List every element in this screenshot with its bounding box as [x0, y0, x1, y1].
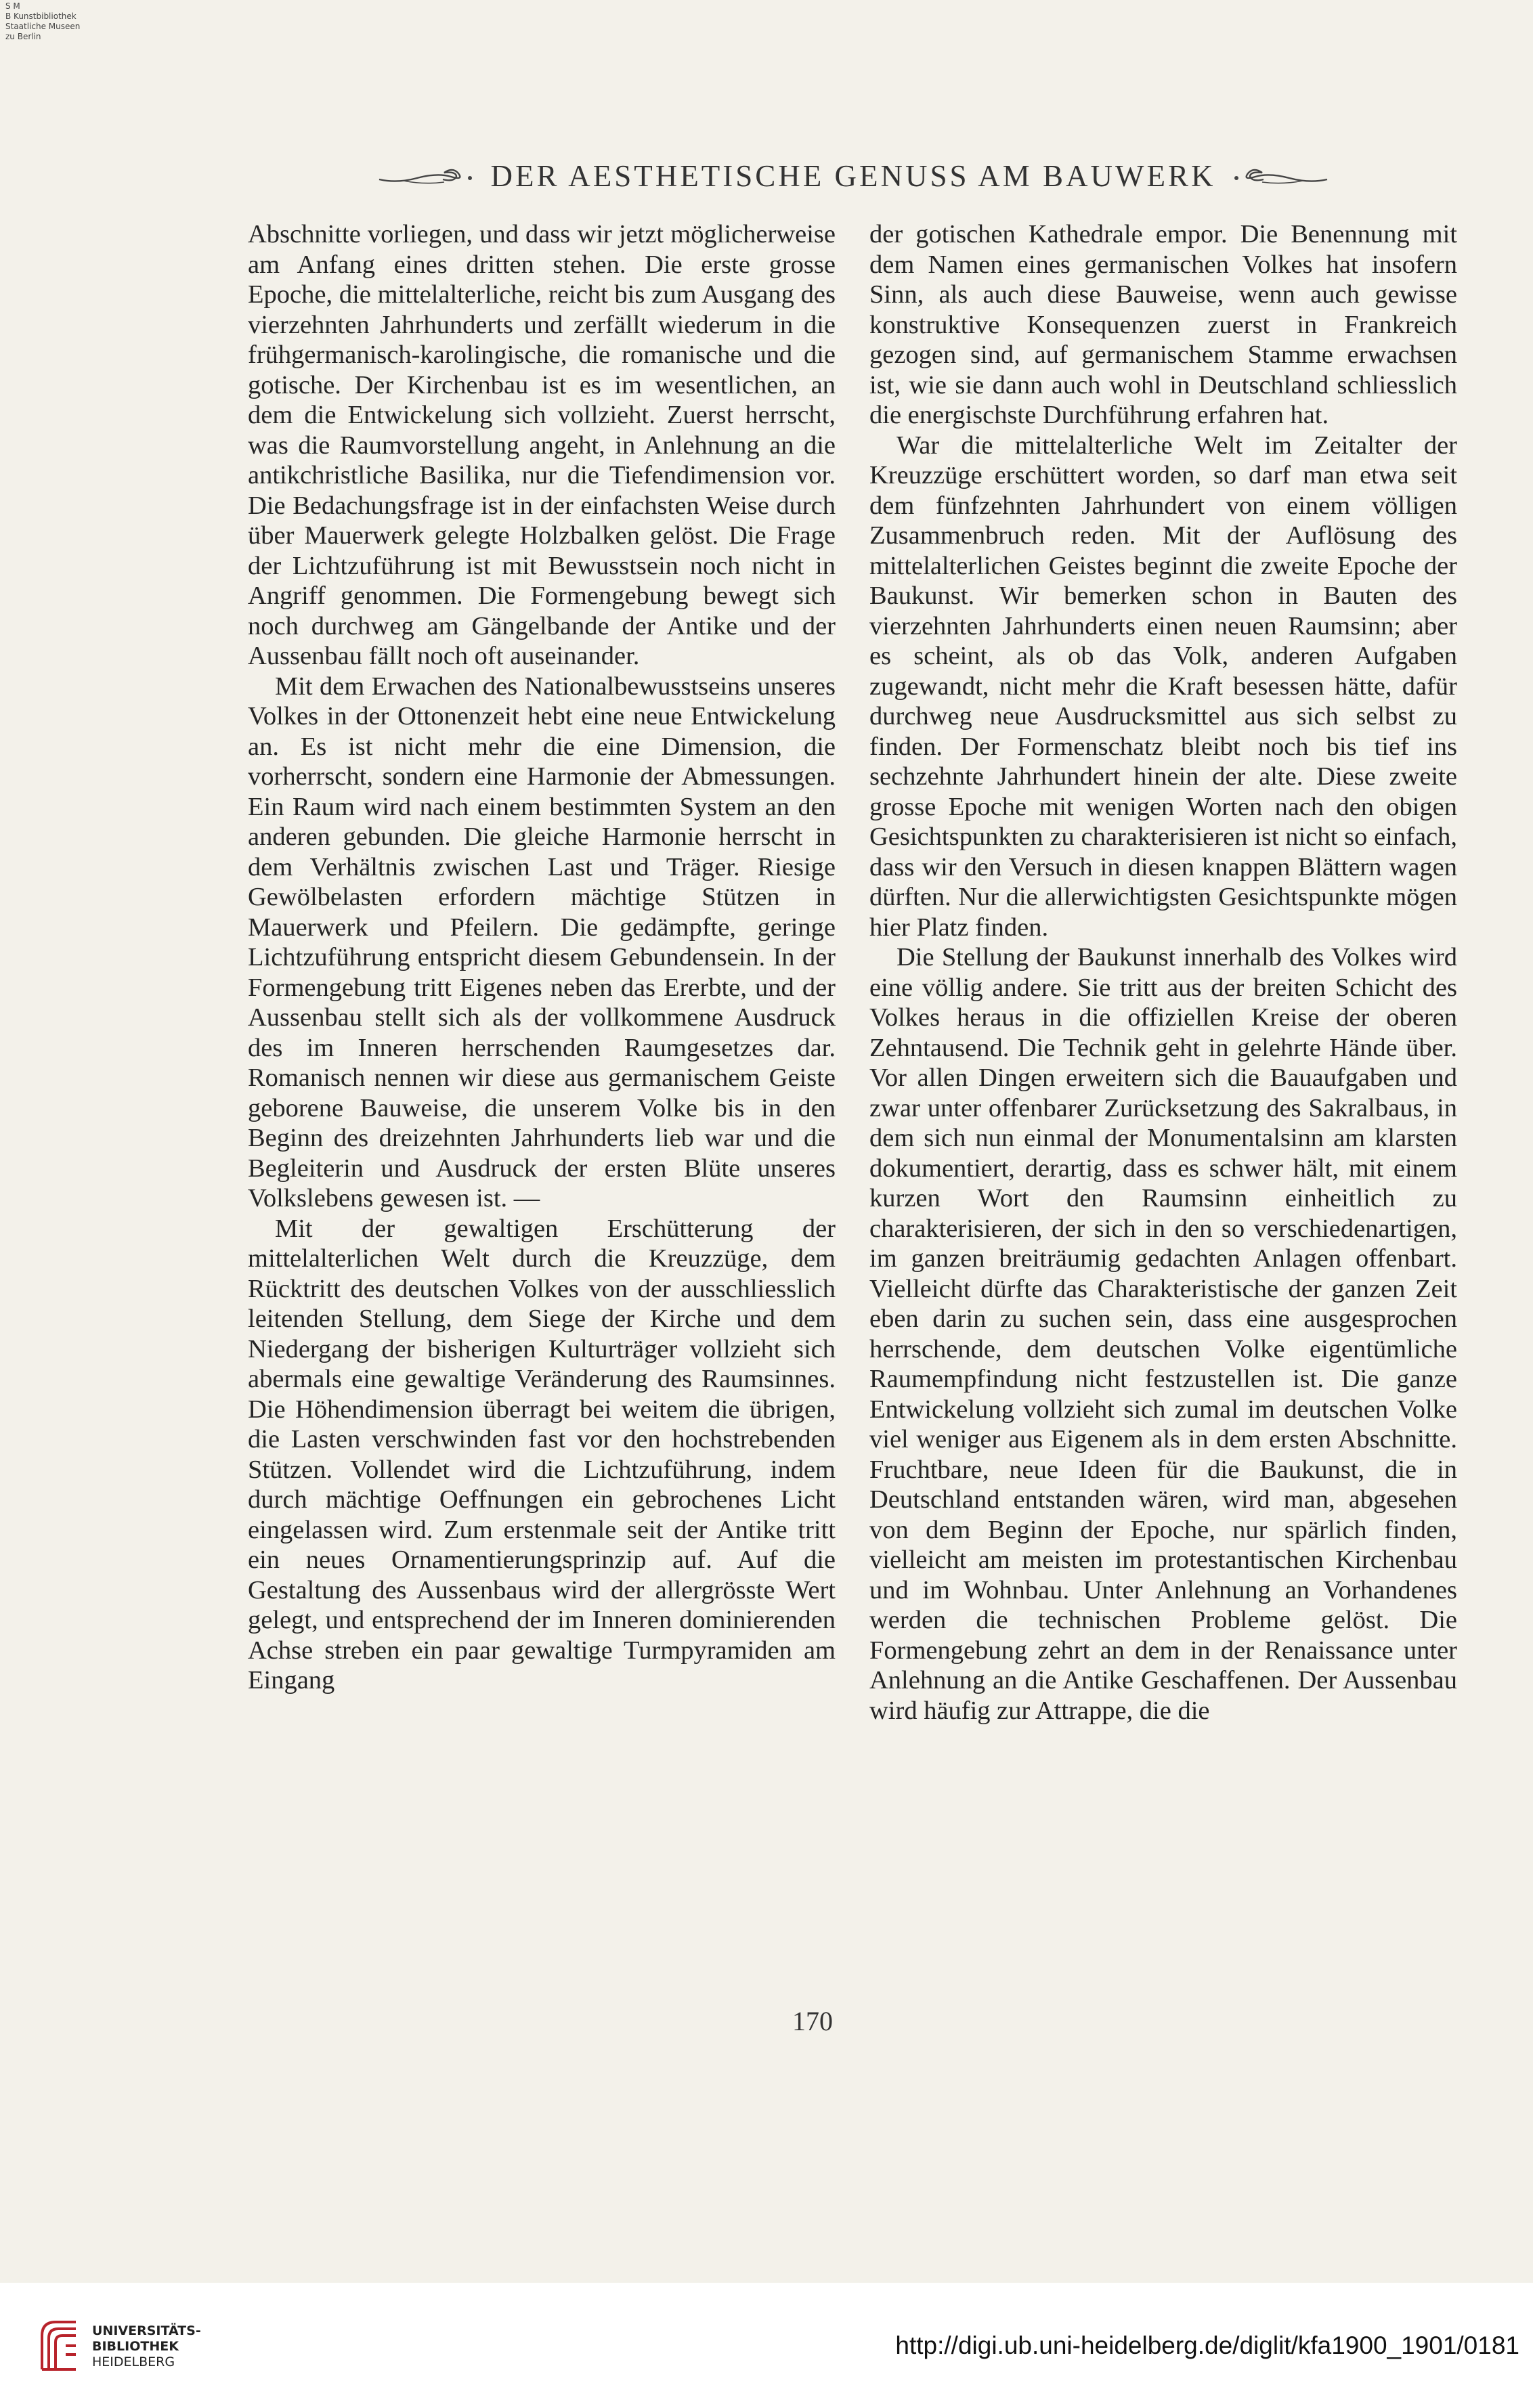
stamp-line: Staatliche Museen: [5, 22, 81, 31]
page-header: [366, 149, 1341, 203]
paragraph: Die Stellung der Baukunst innerhalb des Volkes wird eine völlig andere. Sie tritt aus der breiten Schicht des Volkes heraus in die offiziellen Kreise der oberen Zehntausend. Die Technik geht in gelehrte Hände über. Vor allen Dingen erweitern sich die Bauaufgaben und zwar unter offenbarer Zurücksetzung des Sakralbaus, in dem sich nun einmal der Monumentalsinn am klarsten dokumentiert, derartig, dass es schwer hält, mit einem kurzen Wort den Raumsinn einheitlich zu charakterisieren, der sich in den so verschiedenartigen, im ganzen breiträumig gedachten Anlagen offenbart. Vielleicht dürfte das Charakteristische der ganzen Zeit eben darin zu suchen sein, dass eine ausgesprochen herrschende, dem deutschen Volke eigentümliche Raumempfindung nicht festzustellen ist. Die ganze Entwickelung vollzieht sich zumal im deutschen Volke viel weniger aus Eigenem als in dem ersten Abschnitte. Fruchtbare, neue Ideen für die Baukunst, die in Deutschland entstanden wären, wird man, abgesehen von dem Beginn der Epoche, nur spärlich finden, vielleicht am meisten im protestantischen Kirchenbau und im Wohnbau. Unter Anlehnung an Vorhandenes werden die technischen Probleme gelöst. Die Formengebung zehrt an dem in der Renaissance unter Anlehnung an die Antike Geschaffenen. Der Aussenbau wird häufig zur Attrappe, die die: [869, 943, 1457, 1725]
right-flourish-icon: [1228, 165, 1330, 188]
library-name-line: UNIVERSITÄTS-: [92, 2323, 201, 2338]
paragraph: der gotischen Kathedrale empor. Die Benennung mit dem Namen eines germanischen Volkes hat insofern Sinn, als auch diese Bauweise, wenn auch gewisse konstruktive Konsequenzen zuerst in Frankreich gezogen sind, auf germanischem Stamme erwachsen ist, wie sie dann auch wohl in Deutschland schliesslich die energischste Durchführung erfahren hat.: [869, 220, 1457, 429]
paragraph: Abschnitte vorliegen, und dass wir jetzt möglicherweise am Anfang eines dritten stehen. Die erste grosse Epoche, die mittelalterliche, reicht bis zum Ausgang des vierzehnten Jahrhunderts und zerfällt wiederum in die frühgermanisch-karolingische, die romanische und die gotische. Der Kirchenbau ist es im wesentlichen, an dem die Entwickelung sich vollzieht. Zuerst herrscht, was die Raumvorstellung angeht, in Anlehnung an die antikchristliche Basilika, nur die Tiefendimension vor. Die Bedachungsfrage ist in der einfachsten Weise durch über Mauerwerk gelegte Holzbalken gelöst. Die Frage der Lichtzuführung ist mit Bewusstsein noch nicht in Angriff genommen. Die Formengebung bewegt sich noch durchweg am Gängelbande der Antike und der Aussenbau fällt noch oft auseinander.: [248, 220, 836, 670]
stamp-line: B Kunstbibliothek: [5, 12, 77, 21]
paragraph: Mit dem Erwachen des Nationalbewusstseins unseres Volkes in der Ottonenzeit hebt eine neue Entwickelung an. Es ist nicht mehr die eine Dimension, die vorherrscht, sondern eine Harmonie der Abmessungen. Ein Raum wird nach einem bestimmten System an den anderen gebunden. Die gleiche Harmonie herrscht in dem Verhältnis zwischen Last und Träger. Riesige Gewölbelasten erfordern mächtige Stützen in Mauerwerk und Pfeilern. Die gedämpfte, geringe Lichtzuführung entspricht diesem Gebundensein. In der Formengebung tritt Eigenes neben das Ererbte, und der Aussenbau stellt sich als der vollkommene Ausdruck des im Inneren herrschenden Raumgesetzes dar. Romanisch nennen wir diese aus germanischem Geiste geborene Bauweise, die unserem Volke bis in den Beginn des dreizehnten Jahrhunderts lieb war und die Begleiterin und Ausdruck der ersten Blüte unseres Volkslebens gewesen ist. —: [248, 672, 836, 1212]
paragraph: Mit der gewaltigen Erschütterung der mittelalterlichen Welt durch die Kreuzzüge, dem Rücktritt des deutschen Volkes von der ausschliesslich leitenden Stellung, dem Siege der Kirche und dem Niedergang der bisherigen Kulturträger vollzieht sich abermals eine gewaltige Veränderung des Raumsinnes. Die Höhendimension überragt bei weitem die übrigen, die Lasten verschwinden fast vor den hochstrebenden Stützen. Vollendet wird die Lichtzuführung, indem durch mächtige Oeffnungen ein gebrochenes Licht eingelassen wird. Zum erstenmale seit der Antike tritt ein neues Ornamentierungsprinzip auf. Auf die Gestaltung des Aussenbaus wird der allergrösste Wert gelegt, und entsprechend der im Inneren dominierenden Achse streben ein paar gewaltige Turmpyramiden am Eingang: [248, 1214, 836, 1694]
source-url-link[interactable]: http://digi.ub.uni-heidelberg.de/diglit/kfa1900_1901/0181: [895, 2332, 1519, 2359]
library-logo-icon: [35, 2315, 83, 2376]
stamp-line: zu Berlin: [5, 32, 41, 41]
library-name-line: HEIDELBERG: [92, 2355, 175, 2369]
footer-bar: [0, 2283, 1533, 2408]
text-column-right: [869, 219, 1457, 1726]
stamp-line: S M: [5, 1, 20, 11]
left-flourish-icon: [376, 165, 478, 188]
running-title: DER AESTHETISCHE GENUSS AM BAUWERK: [490, 159, 1216, 193]
paragraph: War die mittelalterliche Welt im Zeitalter der Kreuzzüge erschüttert worden, so darf man etwa seit dem fünfzehnten Jahrhundert von einem völligen Zusammenbruch reden. Mit der Auflösung des mittelalterlichen Geistes beginnt die zweite Epoche der Baukunst. Wir bemerken schon in Bauten des vierzehnten Jahrhunderts einen neuen Raumsinn; aber es scheint, als ob das Volk, anderen Aufgaben zugewandt, nicht mehr die Kraft besessen hätte, dafür durchweg neue Ausdrucksmittel aus sich selbst zu finden. Der Formenschatz bleibt noch bis tief ins sechzehnte Jahrhundert hinein der alte. Diese zweite grosse Epoche mit wenigen Worten nach den obigen Gesichtspunkten zu charakterisieren ist nicht so einfach, dass wir den Versuch in diesen knappen Blättern wagen dürften. Nur die allerwichtigsten Gesichtspunkte mögen hier Platz finden.: [869, 431, 1457, 942]
library-name: [92, 2323, 201, 2370]
museum-stamp: [5, 1, 80, 42]
page-number: 170: [792, 2006, 833, 2036]
library-name-line: BIBLIOTHEK: [92, 2339, 179, 2354]
text-column-left: [248, 219, 836, 1696]
